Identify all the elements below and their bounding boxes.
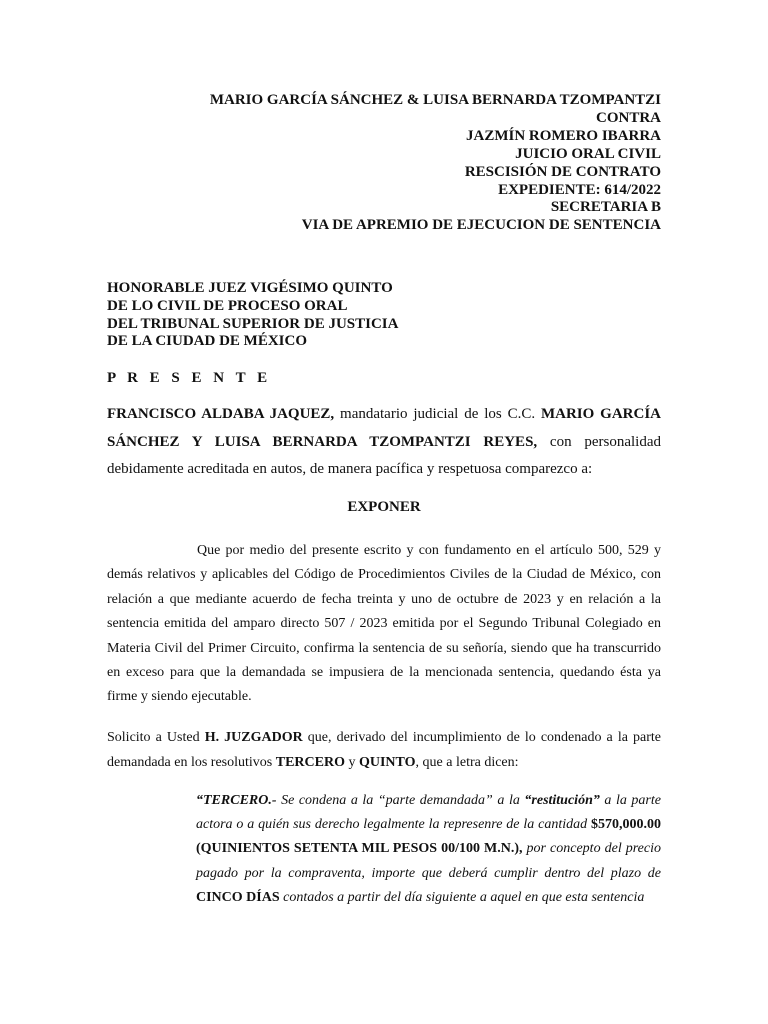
body-paragraph: Que por medio del presente escrito y con fundamento en el artículo 500, 529 y demás relativos y aplicables del Código de Procedimientos Civiles de la Ciudad de México, con relación a que mediante acuerdo de fecha treinta y uno de octubre de 2023 y en relación a la sentencia emitida del amparo directo 507 / 2023 emitida por el Segundo Tribunal Colegiado en Materia Civil del Primer Circuito, confirma la sentencia de su señoría, siendo que ha transcurrido en exceso para que la demandada se impusiera de la mencionada sentencia, quedando ésta ya firme y siendo ejecutable. [107, 543, 661, 705]
caption-file-number: EXPEDIENTE: 614/2022 [498, 181, 661, 198]
client-names: MARIO GARCÍA SÁNCHEZ Y LUISA BERNARDA TZOMPANTZI REYES, [107, 406, 661, 450]
caption-contra: CONTRA [595, 109, 661, 126]
addressee-block [107, 280, 398, 351]
caption-secretary: SECRETARIA B [550, 199, 661, 216]
exponer-heading: EXPONER [347, 499, 421, 515]
amount: $570,000.00 (QUINIENTOS SETENTA MIL PESOS 00/100 M.N.), [196, 817, 661, 857]
addressee-line: HONORABLE JUEZ VIGÉSIMO QUINTO [107, 280, 393, 296]
attorney-name: FRANCISCO ALDABA JAQUEZ, [107, 406, 335, 422]
request-paragraph: Solicito a Usted H. JUZGADOR que, derivado del incumplimiento de lo condenado a la parte demandada en los resolutivos TERCERO y QUINTO, que a letra dicen: [107, 730, 662, 770]
quoted-resolution: “TERCERO.- Se condena a la “parte demandada” a la “restitución” a la parte actora o a quién sus derecho legalmente la represenre de la cantidad $570,000.00 (QUINIENTOS SETENTA MIL PESOS 00/100 M.N.), por concepto del precio pagado por la compraventa, importe que deberá cumplir dentro del plazo de CINCO DÍAS contados a partir del día siguiente a aquel en que esta sentencia [196, 793, 661, 905]
addressee-line: DE LA CIUDAD DE MÉXICO [107, 333, 308, 350]
presente-heading: P R E S E N T E [107, 370, 272, 386]
intro-paragraph: FRANCISCO ALDABA JAQUEZ, mandatario judicial de los C.C. MARIO GARCÍA SÁNCHEZ Y LUISA BERNARDA TZOMPANTZI REYES, con personalidad debidamente acreditada en autos, de manera pacífica y respetuosa comparezco a: [107, 406, 661, 477]
caption-matter: RESCISIÓN DE CONTRATO [464, 163, 661, 180]
caption-trial-type: JUICIO ORAL CIVIL [515, 145, 661, 162]
caption-parties: MARIO GARCÍA SÁNCHEZ & LUISA BERNARDA TZOMPANTZI [209, 92, 661, 108]
addressee-line: DEL TRIBUNAL SUPERIOR DE JUSTICIA [107, 315, 399, 332]
caption-defendant: JAZMÍN ROMERO IBARRA [466, 127, 661, 144]
case-caption [210, 92, 661, 235]
addressee-line: DE LO CIVIL DE PROCESO ORAL [107, 297, 348, 314]
caption-procedure: VIA DE APREMIO DE EJECUCION DE SENTENCIA [301, 217, 661, 234]
